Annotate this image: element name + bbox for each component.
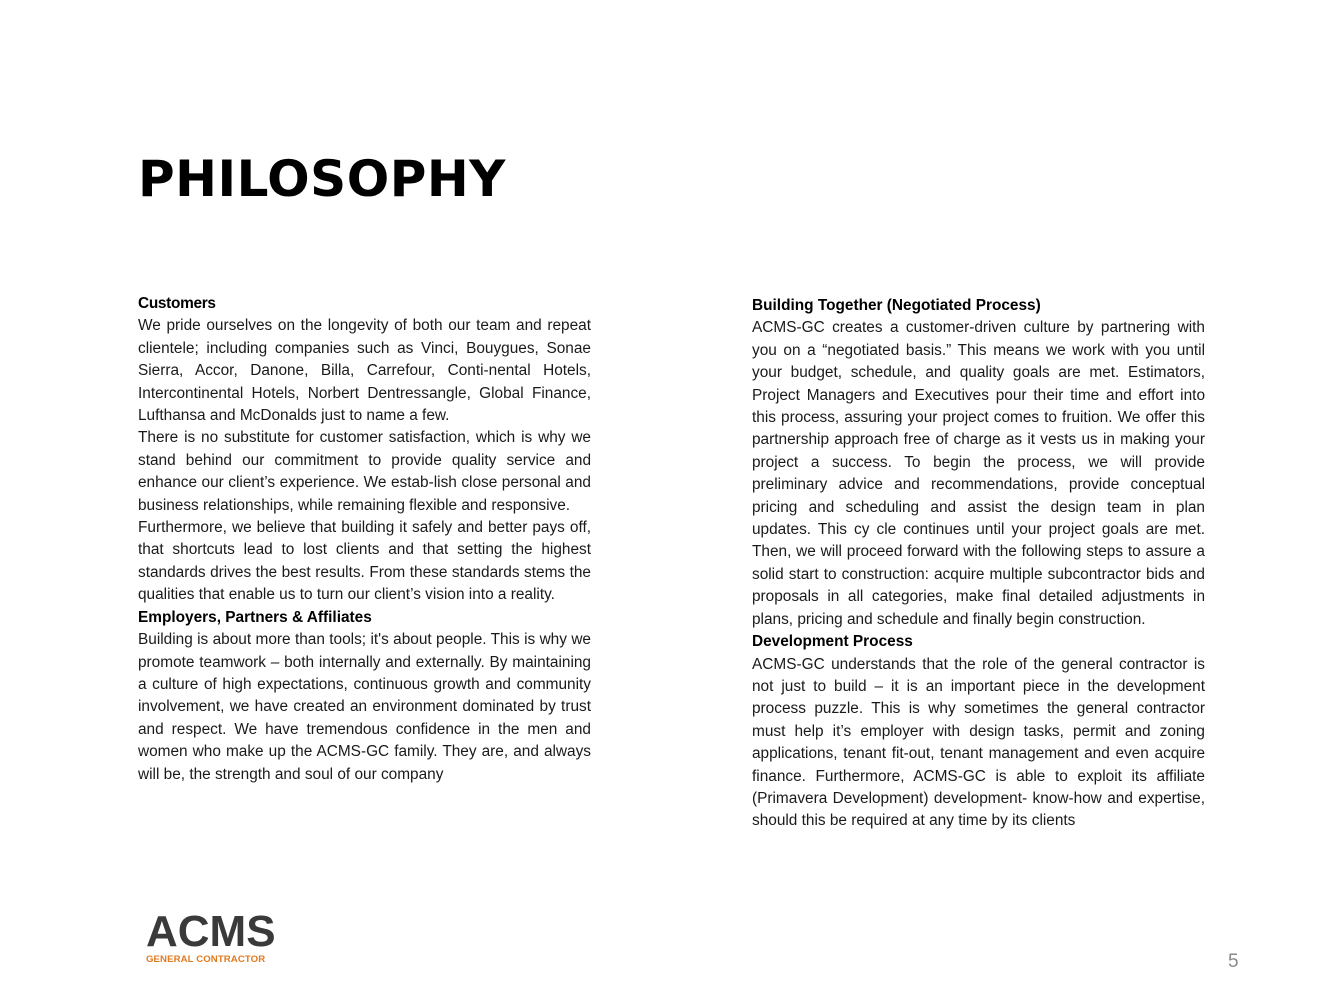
logo-sub-text: GENERAL CONTRACTOR [146, 954, 266, 965]
page-number: 5 [1228, 951, 1239, 972]
customers-paragraph-3: Furthermore, we believe that building it safely and better pays off, that shortcuts lead to lost clients and that setting the highest standards drives the best results. From these standards stems the qualities that enable us to turn our client’s vision into a reality. [138, 519, 591, 604]
customers-heading: Customers [138, 295, 216, 312]
building-together-heading: Building Together (Negotiated Process) [752, 297, 1041, 314]
left-column [138, 293, 591, 786]
building-together-paragraph: ACMS-GC creates a customer-driven culture by partnering with you on a “negotiated basis.” This means we work with you until your budget, schedule, and quality goals are met. Estimators, Project Managers and Executives pour their time and effort into this process, assuring your project comes to fruition. We offer this partnership approach free of charge as it vests us in making your project a success. To begin the process, we will provide preliminary advice and recommendations, provide conceptual pricing and scheduling and assist the design team in plan updates. This cy cle continues until your project goals are met. Then, we will proceed forward with the following steps to assure a solid start to construction: acquire multiple subcontractor bids and proposals in all categories, make final detailed adjustments in plans, pricing and schedule and finally begin construction. [752, 319, 1205, 628]
development-process-heading: Development Process [752, 633, 913, 651]
acms-logo [146, 907, 286, 966]
page-title: PHILOSOPHY [138, 150, 506, 208]
customers-paragraph-2: There is no substitute for customer satisfaction, which is why we stand behind our commitment to provide quality service and enhance our client’s experience. We estab-lish close personal and business relationships, while remaining flexible and responsive. [138, 429, 591, 514]
logo-main-text: ACMS [146, 907, 276, 956]
development-process-paragraph: ACMS-GC understands that the role of the general contractor is not just to build – it is an important piece in the development process puzzle. This is why sometimes the general contractor must help it’s employer with design tasks, permit and zoning applications, tenant fit-out, tenant management and even acquire finance. Furthermore, ACMS-GC is able to exploit its affiliate (Primavera Development) development- know-how and expertise, should this be required at any time by its clients [752, 655, 1205, 830]
employers-paragraph-1: Building is about more than tools; it's about people. This is why we promote teamwork – both internally and externally. By maintaining a culture of high expectations, continuous growth and community involvement, we have created an environment dominated by trust and respect. We have tremendous confidence in the men and women who make up the ACMS-GC family. They are, and always will be, the strength and soul of our company [138, 631, 591, 783]
employers-heading: Employers, Partners & Affiliates [138, 608, 372, 626]
right-column [752, 295, 1205, 833]
customers-paragraph-1: We pride ourselves on the longevity of both our team and repeat clientele; including companies such as Vinci, Bouygues, Sonae Sierra, Accor, Danone, Billa, Carrefour, Conti-nental Hotels, Intercontinental Hotels, Norbert Dentressangle, Global Finance, Lufthansa and McDonalds just to name a few. [138, 317, 591, 425]
